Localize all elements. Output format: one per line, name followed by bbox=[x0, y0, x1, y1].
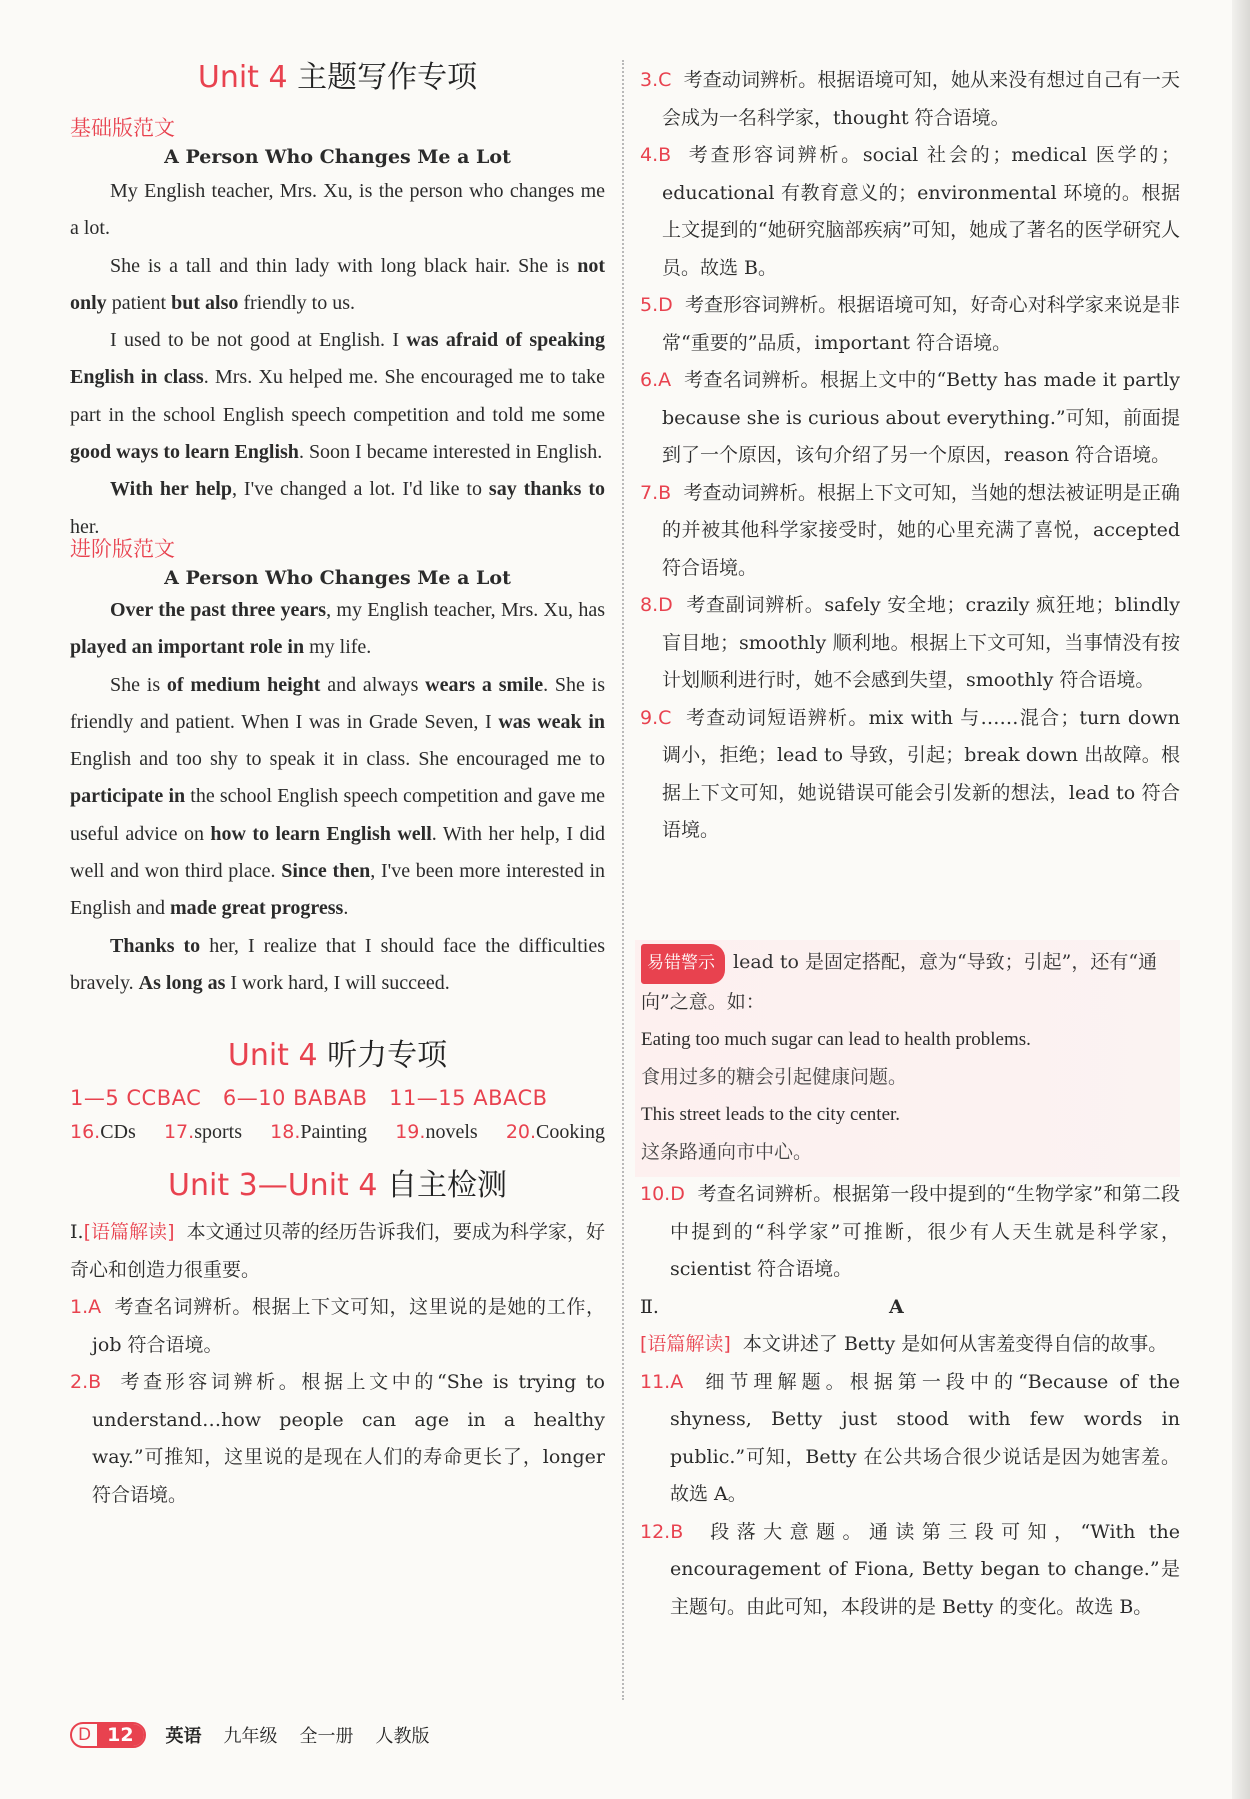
paragraph: Thanks to her, I realize that I should face the difficulties bravely. As long as I work hard, I will succeed. bbox=[70, 934, 605, 994]
answer-item-1: 1.A 考查名词辨析。根据上下文可知，这里说的是她的工作，job 符合语境。 bbox=[70, 1296, 605, 1356]
footer-volume: 全一册 bbox=[299, 1726, 354, 1747]
advanced-essay-label: 进阶版范文 bbox=[70, 537, 175, 561]
answer-item-11: 11.A 细节理解题。根据第一段中的“Because of the shyness, Betty just stood with few words in public.”可知，Betty 在公共场合很少说话是因为她害羞。故选 A。 bbox=[640, 1370, 1180, 1505]
paragraph: She is of medium height and always wears a smile. She is friendly and patient. When I was in Grade Seven, I was weak in English and too shy to speak it in class. She encouraged me to participate in the school English speech competition and gave me useful advice on how to learn English well. With her help, I did well and won third place. Since then, I've been more interested in English and made great progress. bbox=[70, 673, 606, 920]
answer-item-8: 8.D 考查副词辨析。safely 安全地；crazily 疯狂地；blindly 盲目地；smoothly 顺利地。根据上下文可知，当事情没有按计划顺利进行时，她不会感到失望，smoothly 符合语境。 bbox=[640, 594, 1180, 691]
answer-item-3: 3.C 考查动词辨析。根据语境可知，她从来没有想过自己有一天会成为一名科学家，thought 符合语境。 bbox=[640, 69, 1180, 129]
footer-subject: 英语 bbox=[165, 1726, 202, 1747]
basic-essay-body bbox=[70, 173, 605, 546]
answer-item-2: 2.B 考查形容词辨析。根据上文中的“She is trying to understand…how people can age in a healthy way.”可推知，这里说的是现在人们的寿命更长了，longer 符合语境。 bbox=[70, 1371, 605, 1506]
answer-item-4: 4.B 考查形容词辨析。social 社会的；medical 医学的；educational 有教育意义的；environmental 环境的。根据上文提到的“她研究脑部疾病”可知，她成了著名的医学研究人员。故选 B。 bbox=[640, 144, 1180, 279]
listening-answers-row1: 1—5 CCBAC 6—10 BABAB 11—15 ABACB bbox=[70, 1086, 548, 1110]
answer-20: 20.Cooking bbox=[505, 1121, 605, 1143]
answer-item-6: 6.A 考查名词辨析。根据上文中的“Betty has made it partly because she is curious about everything.”可知，前面提到了一个原因，该句介绍了另一个原因，reason 符合语境。 bbox=[640, 369, 1180, 466]
answer-16: 16.CDs bbox=[70, 1121, 136, 1143]
example-1-zh: 食用过多的糖会引起健康问题。 bbox=[641, 1065, 908, 1088]
answer-19: 19.novels bbox=[395, 1121, 478, 1143]
warning-text: 易错警示 lead to 是固定搭配，意为“导致；引起”，还有“通向”之意。如： bbox=[641, 944, 1174, 1021]
warning-label: 易错警示 bbox=[641, 944, 725, 984]
paragraph: My English teacher, Mrs. Xu, is the person who changes me a lot. bbox=[70, 180, 605, 240]
basic-essay-label: 基础版范文 bbox=[70, 116, 175, 140]
paragraph: Over the past three years, my English teacher, Mrs. Xu, has played an important role in my life. bbox=[70, 599, 605, 659]
reading-summary: Ⅰ.[语篇解读] 本文通过贝蒂的经历告诉我们，要成为科学家，好奇心和创造力很重要。 bbox=[70, 1221, 605, 1281]
example-1-en: Eating too much sugar can lead to health problems. bbox=[641, 1029, 1031, 1050]
part2-summary: [语篇解读] 本文讲述了 Betty 是如何从害羞变得自信的故事。 bbox=[640, 1333, 1168, 1355]
example-2-zh: 这条路通向市中心。 bbox=[641, 1140, 813, 1163]
basic-essay-title: A Person Who Changes Me a Lot bbox=[164, 146, 511, 168]
section-title-test: Unit 3—Unit 4 自主检测 bbox=[168, 1168, 507, 1203]
paragraph: With her help, I've changed a lot. I'd like to say thanks to her. bbox=[70, 478, 605, 538]
test-part1 bbox=[70, 1214, 605, 1514]
footer-edition: 人教版 bbox=[375, 1726, 430, 1747]
page-footer bbox=[70, 1722, 452, 1748]
answer-item-9: 9.C 考查动词短语辨析。mix with 与……混合；turn down 调小，拒绝；lead to 导致，引起；break down 出故障。根据上下文可知，她说错误可能会引发新的想法，lead to 符合语境。 bbox=[640, 706, 1180, 841]
footer-grade: 九年级 bbox=[223, 1726, 278, 1747]
advanced-essay-body bbox=[70, 592, 605, 1002]
part2-heading: Ⅱ. A bbox=[640, 1295, 904, 1318]
listening-answers-row2 bbox=[70, 1121, 605, 1144]
answer-item-5: 5.D 考查形容词辨析。根据语境可知，好奇心对科学家来说是非常“重要的”品质，important 符合语境。 bbox=[640, 294, 1180, 354]
paragraph: She is a tall and thin lady with long black hair. She is not only patient but also friendly to us. bbox=[70, 254, 605, 314]
section-title-writing: Unit 4 主题写作专项 bbox=[197, 60, 478, 95]
example-2-en: This street leads to the city center. bbox=[641, 1104, 901, 1125]
answer-17: 17.sports bbox=[163, 1121, 242, 1143]
page-edge bbox=[1232, 0, 1250, 1799]
answer-item-10: 10.D 考查名词辨析。根据第一段中提到的“生物学家”和第二段中提到的“科学家”可推断，很少有人天生就是科学家，scientist 符合语境。 bbox=[640, 1183, 1180, 1280]
paragraph: I used to be not good at English. I was afraid of speaking English in class. Mrs. Xu helped me. She encouraged me to take part in the school English speech competition and told me some good ways to learn English. Soon I became interested in English. bbox=[70, 329, 605, 464]
answer-18: 18.Painting bbox=[270, 1121, 368, 1143]
error-warning-box bbox=[635, 940, 1180, 1177]
page-number-badge: D 12 bbox=[70, 1722, 146, 1748]
answer-list-a bbox=[640, 62, 1180, 850]
answer-item-7: 7.B 考查动词辨析。根据上下文可知，当她的想法被证明是正确的并被其他科学家接受时，她的心里充满了喜悦，accepted 符合语境。 bbox=[640, 481, 1180, 579]
answer-list-b bbox=[640, 1176, 1180, 1626]
column-divider bbox=[622, 60, 624, 1700]
answer-item-12: 12.B 段落大意题。通读第三段可知，“With the encouragement of Fiona, Betty began to change.”是主题句。由此可知，本段讲的是 Betty 的变化。故选 B。 bbox=[640, 1520, 1180, 1618]
section-title-listening: Unit 4 听力专项 bbox=[227, 1038, 448, 1073]
advanced-essay-title: A Person Who Changes Me a Lot bbox=[164, 567, 511, 589]
